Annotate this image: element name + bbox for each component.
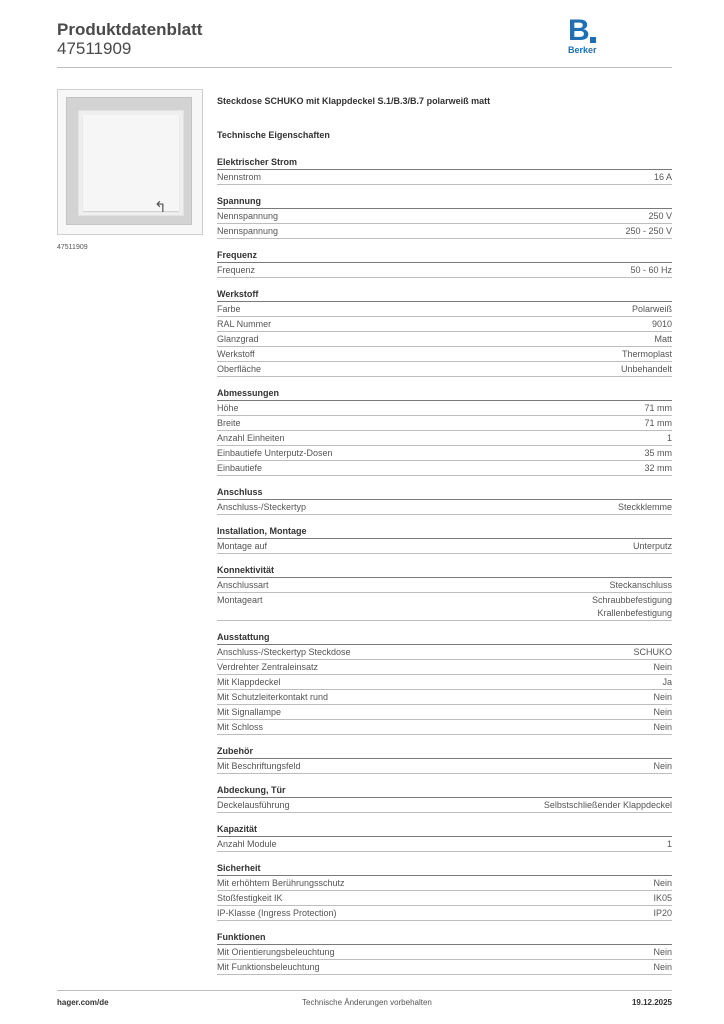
spec-label: Werkstoff	[217, 349, 255, 359]
spec-row	[217, 302, 672, 317]
spec-section	[217, 525, 672, 554]
footer-disclaimer: Technische Änderungen vorbehalten	[302, 998, 432, 1007]
section-title: Sicherheit	[217, 862, 672, 876]
spec-value	[653, 706, 672, 719]
spec-section	[217, 249, 672, 278]
spec-label: Nennspannung	[217, 226, 279, 236]
spec-row	[217, 876, 672, 891]
spec-value	[667, 838, 672, 851]
spec-row	[217, 798, 672, 813]
spec-label: Stoßfestigkeit IK	[217, 893, 283, 903]
spec-value	[653, 661, 672, 674]
spec-row	[217, 347, 672, 362]
spec-label: Verdrehter Zentraleinsatz	[217, 662, 319, 672]
spec-label: Mit Orientierungsbeleuchtung	[217, 947, 335, 957]
spec-value-line: 1	[666, 839, 672, 849]
spec-row	[217, 224, 672, 239]
section-title: Installation, Montage	[217, 525, 672, 539]
spec-label: Frequenz	[217, 265, 256, 275]
spec-value-line: Nein	[653, 707, 672, 717]
spec-section	[217, 387, 672, 476]
spec-row	[217, 960, 672, 975]
section-title: Werkstoff	[217, 288, 672, 302]
spec-label: RAL Nummer	[217, 319, 272, 329]
spec-row	[217, 645, 672, 660]
spec-value-line: Steckklemme	[617, 502, 672, 512]
spec-value-line: Nein	[653, 947, 672, 957]
section-title: Ausstattung	[217, 631, 672, 645]
section-title: Abmessungen	[217, 387, 672, 401]
spec-value-line: Selbstschließender Klappdeckel	[543, 800, 672, 810]
spec-label: Mit Funktionsbeleuchtung	[217, 962, 320, 972]
spec-value-line: 71 mm	[644, 418, 672, 428]
spec-value-line: 71 mm	[644, 403, 672, 413]
spec-label: Mit erhöhtem Berührungsschutz	[217, 878, 345, 888]
socket-insert	[78, 110, 184, 216]
spec-value	[653, 961, 672, 974]
spec-value-line: Krallenbefestigung	[597, 608, 672, 618]
spec-label: Anschlussart	[217, 580, 269, 590]
spec-value-line: Schraubbefestigung	[591, 595, 672, 605]
spec-value	[653, 760, 672, 773]
spec-section	[217, 195, 672, 239]
spec-value-line: 1	[666, 433, 672, 443]
spec-row	[217, 945, 672, 960]
spec-row	[217, 675, 672, 690]
spec-value-line: SCHUKO	[633, 647, 672, 657]
spec-heading: Technische Eigenschaften	[217, 130, 330, 140]
spec-section	[217, 931, 672, 975]
section-title: Spannung	[217, 195, 672, 209]
spec-value	[653, 907, 672, 920]
spec-value-line: Thermoplast	[621, 349, 672, 359]
spec-row	[217, 446, 672, 461]
spec-row	[217, 362, 672, 377]
spec-row	[217, 500, 672, 515]
product-image	[57, 89, 203, 235]
spec-value-line: Nein	[653, 761, 672, 771]
spec-value	[653, 892, 672, 905]
spec-label: Deckelausführung	[217, 800, 290, 810]
spec-value	[609, 579, 672, 592]
spec-value-line: 16 A	[653, 172, 672, 182]
logo-dot	[590, 37, 596, 43]
spec-value	[621, 363, 672, 376]
socket-frame	[66, 97, 192, 225]
spec-row	[217, 837, 672, 852]
spec-label: Nennstrom	[217, 172, 262, 182]
spec-value	[630, 264, 672, 277]
spec-value	[625, 225, 672, 238]
spec-value-line: Steckanschluss	[609, 580, 672, 590]
spec-label: Farbe	[217, 304, 241, 314]
page-header	[57, 14, 672, 66]
spec-value	[644, 402, 672, 415]
document-title: Produktdatenblatt	[57, 20, 203, 39]
logo-letter: B	[568, 14, 590, 47]
spec-value-line: Matt	[654, 334, 672, 344]
spec-value	[653, 877, 672, 890]
spec-label: Glanzgrad	[217, 334, 259, 344]
spec-value	[654, 171, 672, 184]
spec-section	[217, 288, 672, 377]
spec-value	[648, 210, 672, 223]
spec-label: Höhe	[217, 403, 239, 413]
spec-value	[644, 417, 672, 430]
spec-content	[217, 96, 672, 985]
spec-value-line: Nein	[653, 662, 672, 672]
socket-lid	[83, 115, 179, 211]
spec-row	[217, 906, 672, 921]
header-divider	[57, 67, 672, 68]
spec-label: Montageart	[217, 595, 263, 605]
berker-logo	[568, 15, 608, 59]
spec-value	[654, 333, 672, 346]
spec-value	[622, 348, 672, 361]
spec-value	[653, 721, 672, 734]
spec-row	[217, 431, 672, 446]
spec-label: Anschluss-/Steckertyp Steckdose	[217, 647, 351, 657]
section-title: Zubehör	[217, 745, 672, 759]
footer-date: 19.12.2025	[631, 998, 672, 1007]
spec-section	[217, 631, 672, 735]
spec-value	[618, 501, 672, 514]
section-title: Funktionen	[217, 931, 672, 945]
image-caption: 47511909	[57, 244, 88, 251]
spec-value-line: Unterputz	[632, 541, 672, 551]
spec-section	[217, 862, 672, 921]
spec-label: Montage auf	[217, 541, 268, 551]
spec-row	[217, 209, 672, 224]
spec-section	[217, 745, 672, 774]
spec-value-line: IP20	[653, 908, 672, 918]
spec-row	[217, 578, 672, 593]
spec-label: Oberfläche	[217, 364, 262, 374]
section-title: Kapazität	[217, 823, 672, 837]
spec-value	[667, 432, 672, 445]
spec-row	[217, 660, 672, 675]
spec-value-line: 35 mm	[644, 448, 672, 458]
spec-row	[217, 416, 672, 431]
spec-row	[217, 263, 672, 278]
spec-value-line: Nein	[653, 692, 672, 702]
spec-row	[217, 401, 672, 416]
spec-section	[217, 564, 672, 621]
section-title: Frequenz	[217, 249, 672, 263]
spec-value-line: 250 - 250 V	[625, 226, 672, 236]
spec-row	[217, 170, 672, 185]
spec-row	[217, 461, 672, 476]
spec-value-line: 50 - 60 Hz	[630, 265, 672, 275]
spec-value-line: 32 mm	[644, 463, 672, 473]
footer-website: hager.com/de	[57, 998, 109, 1007]
spec-row	[217, 317, 672, 332]
spec-label: Anschluss-/Steckertyp	[217, 502, 307, 512]
spec-value	[653, 691, 672, 704]
logo-wordmark: Berker	[568, 45, 597, 55]
spec-value	[652, 318, 672, 331]
spec-label: Mit Schloss	[217, 722, 264, 732]
spec-label: Einbautiefe Unterputz-Dosen	[217, 448, 333, 458]
spec-value	[592, 594, 672, 620]
spec-label: Mit Schutzleiterkontakt rund	[217, 692, 329, 702]
section-title: Abdeckung, Tür	[217, 784, 672, 798]
spec-section	[217, 156, 672, 185]
spec-value	[644, 462, 672, 475]
section-title: Elektrischer Strom	[217, 156, 672, 170]
section-title: Anschluss	[217, 486, 672, 500]
spec-label: Nennspannung	[217, 211, 279, 221]
spec-section	[217, 784, 672, 813]
spec-value	[644, 447, 672, 460]
spec-row	[217, 705, 672, 720]
spec-value-line: Ja	[662, 677, 672, 687]
spec-row	[217, 332, 672, 347]
spec-label: Anzahl Einheiten	[217, 433, 285, 443]
spec-row	[217, 759, 672, 774]
spec-row	[217, 720, 672, 735]
spec-label: Mit Klappdeckel	[217, 677, 281, 687]
spec-section	[217, 823, 672, 852]
spec-row	[217, 593, 672, 621]
spec-label: Anzahl Module	[217, 839, 277, 849]
spec-label: Mit Beschriftungsfeld	[217, 761, 301, 771]
spec-label: IP-Klasse (Ingress Protection)	[217, 908, 337, 918]
spec-value-line: Polarweiß	[631, 304, 672, 314]
spec-label: Einbautiefe	[217, 463, 263, 473]
spec-label: Breite	[217, 418, 241, 428]
section-title: Konnektivität	[217, 564, 672, 578]
spec-row	[217, 539, 672, 554]
spec-value	[544, 799, 672, 812]
product-title: Steckdose SCHUKO mit Klappdeckel S.1/B.3/B.7 polarweiß matt	[217, 96, 491, 106]
spec-value-line: Nein	[653, 962, 672, 972]
spec-value-line: Nein	[653, 878, 672, 888]
lid-arrow-icon: ↰	[154, 199, 167, 216]
spec-value	[632, 303, 672, 316]
spec-value-line: 250 V	[648, 211, 672, 221]
spec-value	[653, 946, 672, 959]
spec-value	[662, 676, 672, 689]
spec-value	[633, 646, 672, 659]
footer-divider	[57, 990, 672, 991]
spec-value-line: 9010	[651, 319, 672, 329]
document-number: 47511909	[57, 39, 132, 58]
spec-row	[217, 891, 672, 906]
spec-value-line: IK05	[653, 893, 672, 903]
spec-value-line: Unbehandelt	[620, 364, 672, 374]
spec-label: Mit Signallampe	[217, 707, 282, 717]
spec-value-line: Nein	[653, 722, 672, 732]
spec-sections	[217, 156, 672, 975]
spec-row	[217, 690, 672, 705]
spec-value	[633, 540, 672, 553]
spec-section	[217, 486, 672, 515]
